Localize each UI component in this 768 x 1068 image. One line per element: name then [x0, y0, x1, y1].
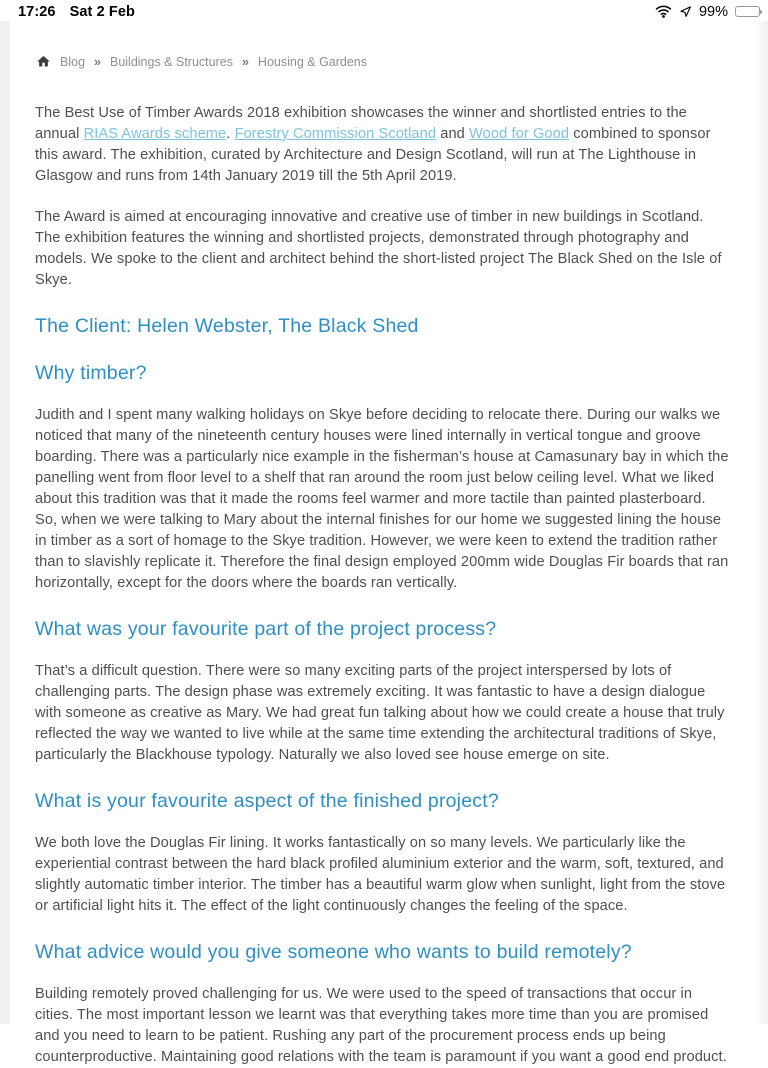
status-time: 17:26: [18, 3, 56, 20]
paragraph-advice: Building remotely proved challenging for us. We were used to the speed of transactions that occur in cities. The most important lesson we learnt was that everything takes more time than you are promised and you need to learn to be patient. Rushing any part of the procurement process ends up being counterproductive. Maintaining good relations with the team is paramount if you want a good end product.: [35, 986, 727, 1065]
paragraph-text: combined to sponsor this award. The exhibition, curated by Architecture and Design Scotland, will run at The Lighthouse in Glasgow and runs from 14th January 2019 till the 5th April 2019.: [35, 126, 711, 184]
breadcrumb-separator: »: [94, 55, 101, 69]
link-wood-for-good[interactable]: Wood for Good: [469, 126, 570, 142]
wifi-icon: [655, 5, 672, 18]
link-rias-awards-scheme[interactable]: RIAS Awards scheme: [83, 126, 227, 142]
page-left-gutter: [0, 21, 10, 1024]
breadcrumb-item-buildings-structures[interactable]: Buildings & Structures: [109, 55, 233, 69]
heading-favourite-part: What was your favourite part of the project process?: [35, 618, 497, 640]
page-right-gutter: [753, 21, 768, 1024]
status-right: [655, 4, 760, 20]
battery-percent: 99%: [698, 3, 728, 20]
heading-favourite-aspect: What is your favourite aspect of the finished project?: [35, 790, 499, 812]
paragraph-favourite-aspect: We both love the Douglas Fir lining. It works fantastically on so many levels. We particularly like the experiential contrast between the hard black profiled aluminium exterior and the warm, soft, textured, and slightly automatic timber interior. The timber has a beautiful warm glow when sunlight, light from the stove or artificial light hits it. The effect of the light continuously changes the feeling of the space.: [35, 835, 726, 914]
location-arrow-icon: [679, 5, 692, 18]
article-body: [35, 103, 730, 1068]
breadcrumb-separator: »: [241, 55, 249, 69]
status-bar: [0, 0, 768, 21]
breadcrumb-item-blog[interactable]: Blog: [60, 55, 86, 69]
link-forestry-commission-scotland[interactable]: Forestry Commission Scotland: [234, 126, 437, 142]
battery-nub: [760, 10, 762, 14]
paragraph-favourite-part: That’s a difficult question. There were so many exciting parts of the project interspersed by lots of challenging parts. The design phase was extremely exciting. It was fantastic to have a design dialogue with someone as creative as Mary. We had great fun talking about how we could create a house that truly reflected the way we wanted to live while at the same time extending the architectural traditions of Skye, particularly the Blackhouse typology. Naturally we also loved see house emerge on site.: [35, 663, 725, 763]
status-left: [18, 4, 135, 20]
heading-why-timber: Why timber?: [35, 362, 147, 384]
paragraph-text: and: [436, 126, 470, 142]
home-icon[interactable]: [36, 56, 51, 69]
status-date: Sat 2 Feb: [69, 3, 135, 20]
page-content: [10, 21, 753, 1065]
heading-advice: What advice would you give someone who wants to build remotely?: [35, 941, 632, 963]
breadcrumb-item-housing-gardens[interactable]: Housing & Gardens: [257, 55, 368, 69]
heading-client: The Client: Helen Webster, The Black Shed: [35, 315, 419, 337]
paragraph-intro-2: The Award is aimed at encouraging innovative and creative use of timber in new buildings in Scotland. The exhibition features the winning and shortlisted projects, demonstrated through photography and models. We spoke to the client and architect behind the short-listed project The Black Shed on the Isle of Skye.: [35, 209, 722, 288]
paragraph-intro-1: [35, 103, 730, 187]
paragraph-why-timber: Judith and I spent many walking holidays on Skye before deciding to relocate there. During our walks we noticed that many of the nineteenth century houses were lined internally in vertical tongue and groove boarding. There was a particularly nice example in the fisherman’s house at Camasunary bay in which the panelling went from floor level to a shelf that ran around the room just below ceiling level. What we liked about this tradition was that it made the rooms feel warmer and more tactile than painted plasterboard. So, when we were talking to Mary about the internal finishes for our home we suggested lining the house in timber as a sort of homage to the Skye tradition. However, we were keen to extend the tradition rather than to slavishly replicate it. Therefore the final design employed 200mm wide Douglas Fir boards that ran horizontally, except for the doors where the boards ran vertically.: [35, 407, 729, 591]
paragraph-text: .: [226, 126, 235, 142]
breadcrumb: [35, 55, 730, 69]
battery-icon: [735, 6, 760, 17]
paragraph-text: The Best Use of Timber Awards 2018 exhibition showcases the winner and shortlisted entries to the annual: [35, 105, 687, 142]
